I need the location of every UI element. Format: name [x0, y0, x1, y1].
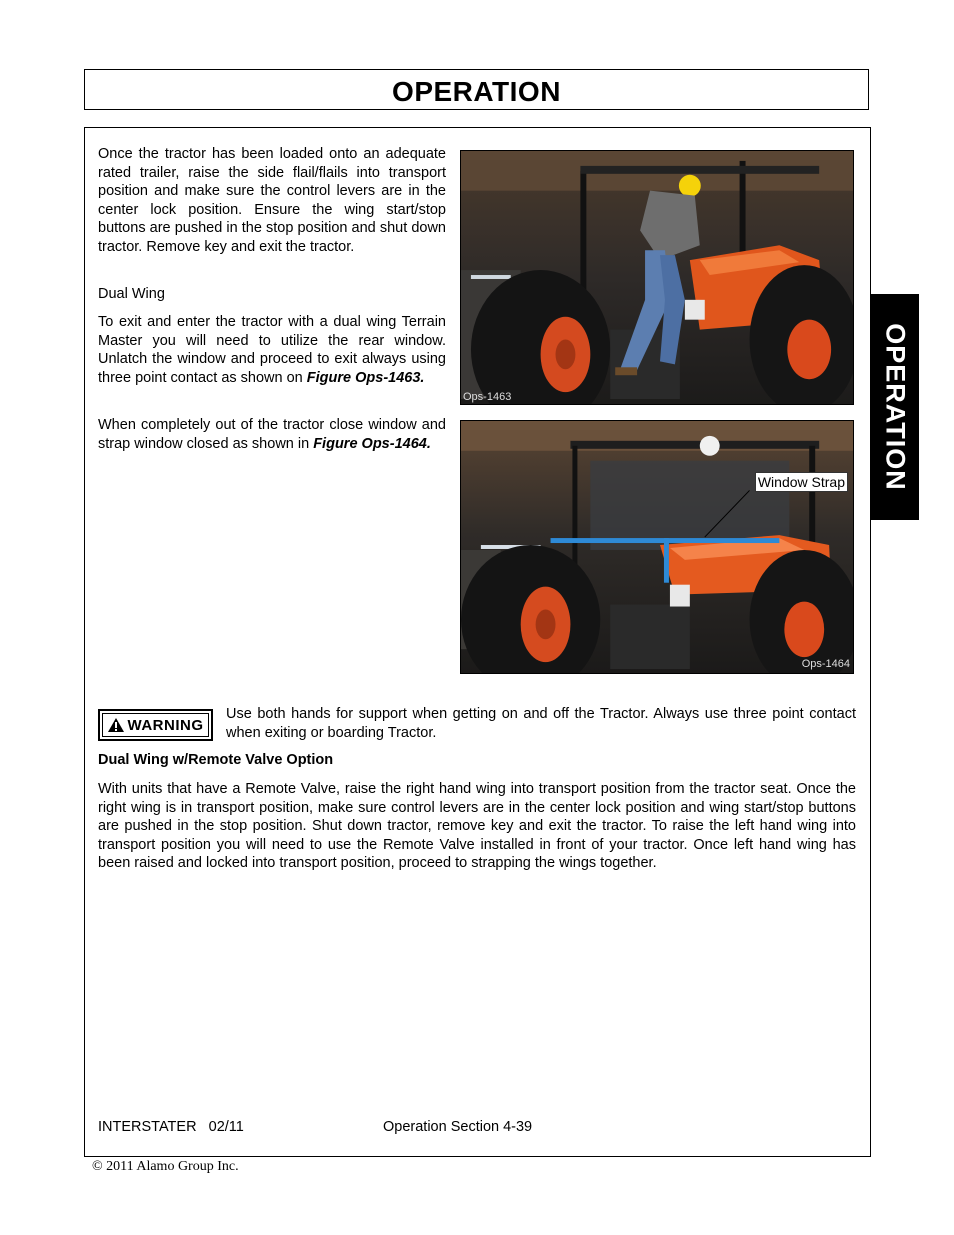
side-tab-label: OPERATION: [880, 323, 910, 491]
warning-badge: [98, 709, 213, 741]
warning-triangle-icon: [108, 718, 124, 732]
remote-valve-paragraph: With units that have a Remote Valve, raise the right hand wing into transport position from the tractor seat. Once the right wing is in transport position, make sure control levers are in the center lock position and wing start/stop buttons are pushed in the stop position. Shut down tractor, remove key and exit the tractor. To raise the left hand wing into transport position you will need to use the Remote Valve installed in front of your tractor. Once left hand wing has been raised and locked into transport position, proceed to strapping the wings together.: [98, 781, 856, 872]
figure-label-1464: Ops-1464: [801, 658, 850, 670]
window-text: When completely out of the tractor close window and strap window closed as shown in: [98, 417, 446, 452]
warning-badge-label: WARNING: [127, 716, 204, 734]
tractor-exit-photo: [461, 151, 853, 404]
window-paragraph: [98, 416, 446, 453]
figure-reference-1464: Figure Ops-1464.: [313, 435, 431, 452]
window-strap-photo: [461, 421, 853, 673]
section-side-tab: [870, 294, 919, 520]
header-box: [84, 69, 869, 110]
footer-section-page: Operation Section 4-39: [383, 1119, 533, 1135]
figure-reference-1463: Figure Ops-1463.: [306, 369, 425, 386]
dual-wing-paragraph: [98, 313, 446, 387]
dual-wing-heading: [98, 285, 446, 304]
dual-wing-heading-text: Dual Wing: [98, 286, 165, 302]
figure-label-1463: Ops-1463: [463, 391, 512, 403]
page-title: OPERATION: [392, 76, 561, 107]
figure-ops-1464: [460, 420, 854, 674]
intro-text: Once the tractor has been loaded onto an adequate rated trailer, raise the side flail/flails into transport position and make sure the control levers are in the center lock position. Ensure the wing start/stop buttons are pushed in the stop position and shut down tractor. Remove key and exit the tractor.: [98, 146, 446, 255]
dual-wing-text: To exit and enter the tractor with a dual wing Terrain Master you will need to utilize the rear window. Unlatch the window and proceed to exit always using three point contact as shown on: [98, 314, 446, 386]
window-strap-callout: Window Strap: [755, 472, 848, 492]
copyright-notice: © 2011 Alamo Group Inc.: [92, 1159, 239, 1174]
figure-ops-1463: [460, 150, 854, 405]
warning-text: Use both hands for support when getting on and off the Tractor. Always use three point contact when exiting or boarding Tractor.: [226, 706, 856, 741]
footer-model-date: INTERSTATER 02/11: [98, 1119, 244, 1135]
intro-paragraph: [98, 145, 446, 257]
remote-valve-heading: Dual Wing w/Remote Valve Option: [98, 752, 334, 768]
